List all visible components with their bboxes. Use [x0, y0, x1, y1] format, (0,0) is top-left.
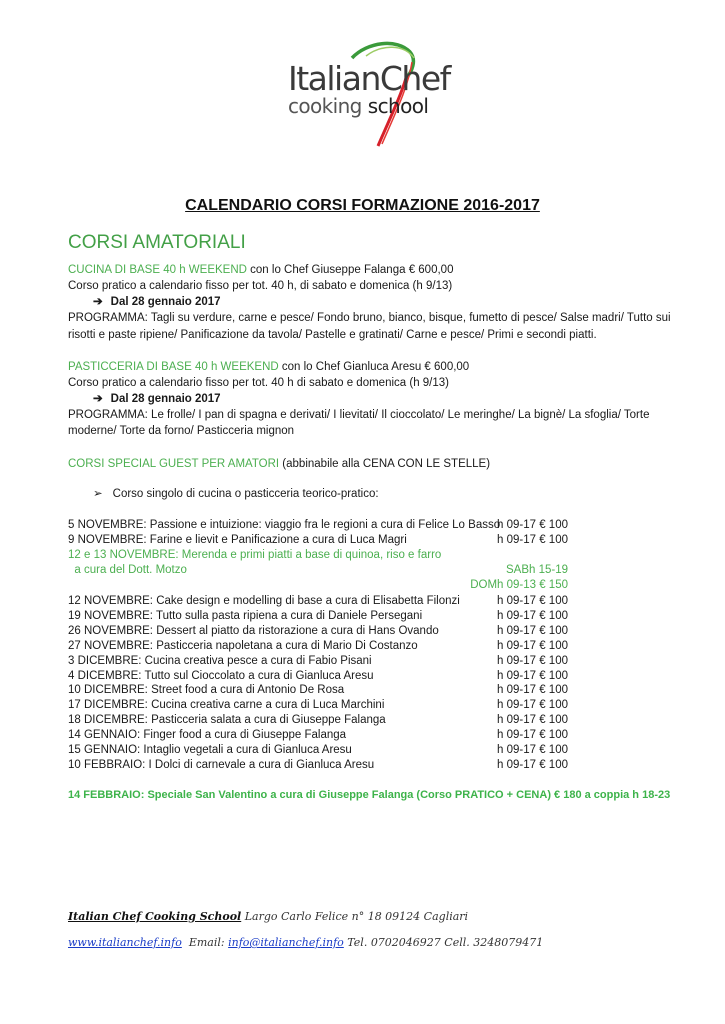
schedule-row — [68, 758, 568, 773]
schedule-row-price: h 09-17 € 100 — [497, 534, 568, 546]
schedule-row-price: h 09-17 € 100 — [497, 758, 568, 771]
course-2-date-text: Dal 28 gennaio 2017 — [110, 393, 221, 405]
course-2-date — [93, 392, 221, 407]
logo-school: school — [367, 94, 429, 118]
footer-contact-line — [68, 936, 543, 949]
schedule-row-price: h 09-17 € 100 — [497, 639, 568, 652]
schedule-row — [68, 624, 568, 639]
special-note: (abbinabile alla CENA CON LE STELLE) — [279, 458, 491, 470]
schedule-row-text: 9 NOVEMBRE: Farine e lievit e Panificazione a cura di Luca Magri — [68, 534, 407, 546]
schedule-row-price: h 09-17 € 100 — [497, 699, 568, 712]
course-1-date — [93, 295, 221, 310]
schedule-row — [68, 669, 568, 684]
schedule-row-price: h 09-17 € 100 — [497, 714, 568, 727]
footer-phones: Tel. 0702046927 Cell. 3248079471 — [343, 936, 544, 949]
section-heading: CORSI AMATORIALI — [68, 232, 246, 253]
schedule-row-text: 10 DICEMBRE: Street food a cura di Antonio De Rosa — [68, 684, 345, 697]
motzo-text-1: 12 e 13 NOVEMBRE: Merenda e primi piatti a base di quinoa, riso e farro — [68, 549, 442, 561]
schedule-row-text: 14 GENNAIO: Finger food a cura di Giuseppe Falanga — [68, 729, 347, 742]
schedule-row-text: 17 DICEMBRE: Cucina creativa carne a cura di Luca Marchini — [68, 699, 385, 712]
schedule-row-text: 19 NOVEMBRE: Tutto sulla pasta ripiena a cura di Daniele Persegani — [68, 609, 423, 622]
course-2-program-line2: moderne/ Torte da forno/ Pasticceria mignon — [68, 425, 295, 437]
schedule-row — [68, 609, 568, 624]
arrow-right-icon: ➔ — [93, 393, 103, 405]
schedule-row — [68, 518, 568, 533]
valentine-special: 14 FEBBRAIO: Speciale San Valentino a cura di Giuseppe Falanga (Corso PRATICO + CENA) € 180 a coppia h 18-23 — [68, 789, 671, 801]
course-2-chef: con lo Chef Gianluca Aresu € 600,00 — [278, 361, 470, 373]
schedule-row — [68, 594, 568, 609]
schedule-row-price: h 09-17 € 100 — [497, 669, 568, 682]
email-label: Email: — [181, 936, 229, 949]
special-name: CORSI SPECIAL GUEST PER AMATORI — [68, 458, 280, 470]
schedule-row — [68, 533, 568, 548]
logo-cooking: cooking — [288, 94, 362, 118]
schedule-row — [68, 743, 568, 758]
schedule-row-text: 10 FEBBRAIO: I Dolci di carnevale a cura di Gianluca Aresu — [68, 758, 375, 771]
schedule-row — [68, 728, 568, 743]
schedule-row-text: 18 DICEMBRE: Pasticceria salata a cura di Giuseppe Falanga — [68, 714, 386, 727]
special-bullet-text: Corso singolo di cucina o pasticceria teorico-pratico: — [112, 488, 379, 500]
schedule-row-price: h 09-17 € 100 — [497, 684, 568, 697]
schedule-row-text: 26 NOVEMBRE: Dessert al piatto da ristorazione a cura di Hans Ovando — [68, 624, 439, 637]
schedule-row-price: h 09-17 € 100 — [497, 595, 568, 607]
motzo-text-2: a cura del Dott. Motzo — [68, 564, 187, 576]
schedule-row-text: 3 DICEMBRE: Cucina creativa pesce a cura di Fabio Pisani — [68, 654, 372, 667]
page-title: CALENDARIO CORSI FORMAZIONE 2016-2017 — [185, 197, 540, 214]
schedule-row-price: h 09-17 € 100 — [497, 654, 568, 667]
special-heading — [68, 457, 490, 472]
motzo-row-1 — [68, 548, 568, 563]
course-1-chef: con lo Chef Giuseppe Falanga € 600,00 — [246, 264, 454, 276]
schedule-row-price: h 09-17 € 100 — [497, 729, 568, 742]
course-2-name: PASTICCERIA DI BASE 40 h WEEKEND — [68, 361, 279, 373]
schedule-row-price: h 09-17 € 100 — [497, 624, 568, 637]
schedule-row-text: 5 NOVEMBRE: Passione e intuizione: viaggio fra le regioni a cura di Felice Lo Basso — [68, 519, 501, 531]
logo-brand-line1: ItalianChef — [288, 59, 450, 98]
schedule-row-text: 12 NOVEMBRE: Cake design e modelling di base a cura di Elisabetta Filonzi — [68, 595, 460, 607]
schedule-row-price: h 09-17 € 100 — [497, 519, 568, 531]
course-1-program-line2: risotti e paste ripiene/ Panificazione da tavola/ Pastelle e gratinati/ Carne e pesce/ Primi e secondi piatti. — [68, 329, 597, 341]
schedule-row-text: 27 NOVEMBRE: Pasticceria napoletana a cura di Mario Di Costanzo — [68, 639, 418, 652]
course-1-desc: Corso pratico a calendario fisso per tot. 40 h, di sabato e domenica (h 9/13) — [68, 280, 453, 292]
email-link[interactable]: info@italianchef.info — [228, 936, 344, 949]
italianchef-logo — [282, 38, 452, 150]
arrow-right-icon: ➔ — [93, 296, 103, 308]
course-1-program-line1: PROGRAMMA: Tagli su verdure, carne e pesce/ Fondo bruno, bianco, bisque, fumetto di pesce/ Salse madri/ Tutto sui — [68, 312, 671, 324]
footer-address-line — [68, 910, 468, 923]
course-2-program-line1: PROGRAMMA: Le frolle/ I pan di spagna e derivati/ I lievitati/ Il cioccolato/ Le meringhe/ La bignè/ La sfoglia/ Torte — [68, 409, 650, 421]
course-1-heading — [68, 263, 453, 278]
schedule-row-text: 15 GENNAIO: Intaglio vegetali a cura di Gianluca Aresu — [68, 744, 352, 756]
footer-address: Largo Carlo Felice n° 18 09124 Cagliari — [241, 910, 469, 923]
schedule-row — [68, 683, 568, 698]
course-2-desc: Corso pratico a calendario fisso per tot. 40 h di sabato e domenica (h 9/13) — [68, 377, 449, 389]
logo-brand-line2 — [288, 96, 428, 116]
schedule-row — [68, 713, 568, 728]
motzo-price-1: SABh 15-19 — [505, 564, 568, 576]
special-bullet — [93, 487, 379, 502]
schedule-row — [68, 639, 568, 654]
schedule-row — [68, 698, 568, 713]
schedule-row-price: h 09-17 € 100 — [497, 609, 568, 622]
motzo-row-2 — [68, 563, 568, 578]
schedule-row-price: h 09-17 € 100 — [497, 744, 568, 756]
schedule-row — [68, 654, 568, 669]
website-link[interactable]: www.italianchef.info — [68, 936, 182, 949]
course-2-heading — [68, 360, 469, 375]
course-1-date-text: Dal 28 gennaio 2017 — [110, 296, 221, 308]
schedule-row-text: 4 DICEMBRE: Tutto sul Cioccolato a cura di Gianluca Aresu — [68, 669, 374, 682]
course-1-name: CUCINA DI BASE 40 h WEEKEND — [68, 264, 247, 276]
footer-brand: Italian Chef Cooking School — [68, 910, 242, 923]
bullet-arrow-icon: ➢ — [93, 488, 103, 500]
motzo-price-2: DOMh 09-13 € 150 — [470, 579, 568, 591]
